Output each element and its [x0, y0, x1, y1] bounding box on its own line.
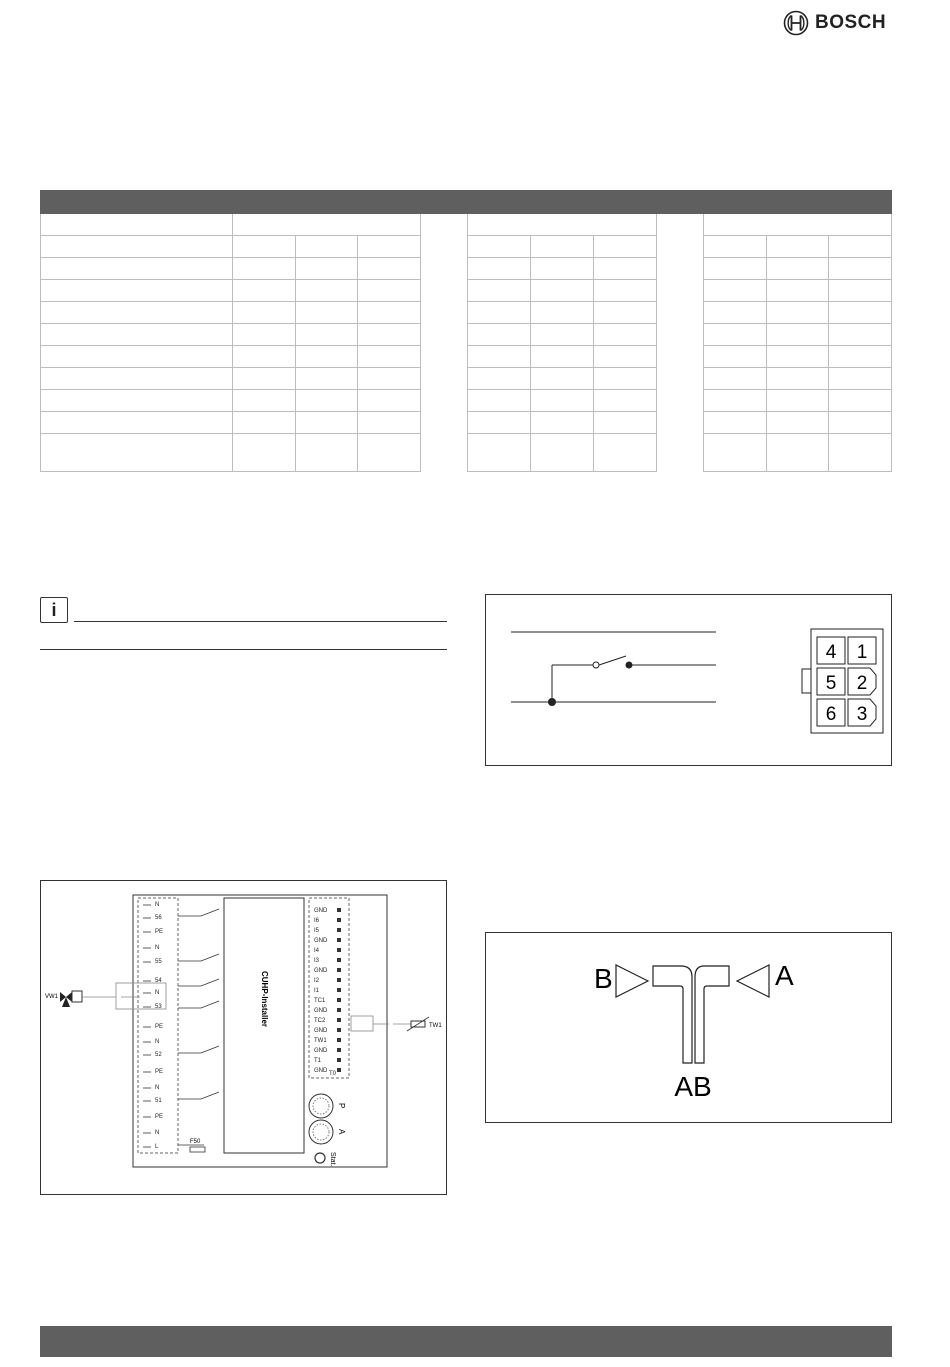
terminal-label: I4 [314, 948, 320, 954]
connector-6pin [802, 629, 883, 733]
terminal-label: TC1 [314, 998, 326, 1004]
wiring-diagram-figure [40, 880, 447, 1195]
terminal-label: TC2 [314, 1018, 326, 1024]
valve-right-body [695, 966, 729, 1063]
terminal-label: 53 [155, 1004, 162, 1010]
pin-label: 5 [825, 673, 837, 694]
pin-label: 3 [856, 704, 868, 725]
note-divider [74, 621, 447, 622]
pin-label: 6 [825, 704, 837, 725]
terminal-label: GND [314, 908, 328, 914]
switch-connector-figure [485, 594, 892, 766]
terminal-label: PE [155, 929, 164, 935]
terminal-label: T0 [329, 1071, 337, 1077]
switch-contact-dot [626, 662, 633, 669]
bosch-armature-icon [783, 10, 809, 36]
table-header-cell [41, 191, 233, 214]
terminal-label: N [155, 990, 160, 996]
data-table [40, 190, 892, 472]
info-note [40, 597, 447, 650]
rotary-a-label: A [337, 1129, 346, 1135]
terminal-label: I2 [314, 978, 320, 984]
table-row [41, 214, 892, 236]
port-b-arrow [616, 965, 648, 997]
brand-logo [783, 10, 886, 36]
switch-schematic [511, 632, 716, 702]
terminal-label: PE [155, 1024, 164, 1030]
terminal-label: T1 [314, 1058, 322, 1064]
terminal-label: N [155, 945, 160, 951]
note-bottom-rule [40, 649, 447, 650]
terminal-label: 56 [155, 915, 162, 921]
info-icon: i [40, 597, 68, 623]
terminal-label: I3 [314, 958, 320, 964]
status-led [315, 1153, 325, 1163]
fuse-label: F50 [190, 1139, 201, 1145]
table-header-row [41, 191, 892, 214]
terminal-label: N [155, 1130, 160, 1136]
terminal-label: PE [155, 1114, 164, 1120]
pin-label: 2 [856, 673, 868, 694]
terminal-label: GND [314, 1048, 328, 1054]
terminal-label: GND [314, 968, 328, 974]
rotary-p-label: P [337, 1103, 346, 1109]
terminal-label: 52 [155, 1052, 162, 1058]
footer-bar [40, 1326, 892, 1357]
terminal-label: GND [314, 1068, 328, 1074]
terminal-label: N [155, 1085, 160, 1091]
rotary-switches [309, 1094, 346, 1166]
port-a-label: A [775, 960, 794, 991]
pin-label: 4 [825, 642, 837, 663]
terminal-label: L [155, 1144, 159, 1150]
terminal-label: I1 [314, 988, 320, 994]
pin-label: 1 [856, 642, 868, 663]
port-a-arrow [737, 965, 769, 997]
terminal-label: TW1 [314, 1038, 327, 1044]
terminal-label: 54 [155, 978, 162, 984]
terminal-label: 55 [155, 959, 162, 965]
table-header-cell [233, 191, 892, 214]
terminal-label: GND [314, 1008, 328, 1014]
junction-dot [548, 698, 556, 706]
terminal-label: GND [314, 938, 328, 944]
port-ab-label: AB [674, 1071, 712, 1102]
tw1-label: TW1 [429, 1023, 442, 1029]
brand-name: BOSCH [815, 12, 887, 33]
vw1-label: VW1 [45, 994, 59, 1000]
tw1-sensor [351, 1016, 442, 1031]
terminal-label: N [155, 1039, 160, 1045]
port-b-label: B [594, 963, 613, 994]
terminal-label: I5 [314, 928, 320, 934]
terminal-label: PE [155, 1069, 164, 1075]
three-way-valve-figure [485, 932, 892, 1123]
vw1-valve [45, 983, 166, 1009]
terminal-label: GND [314, 1028, 328, 1034]
stat-label: Stat. [329, 1152, 336, 1167]
terminal-label: 51 [155, 1098, 162, 1104]
valve-left-body [653, 966, 692, 1063]
terminal-label: I6 [314, 918, 320, 924]
terminal-label: N [155, 902, 160, 908]
module-label: CUHP-Installer [260, 971, 269, 1028]
